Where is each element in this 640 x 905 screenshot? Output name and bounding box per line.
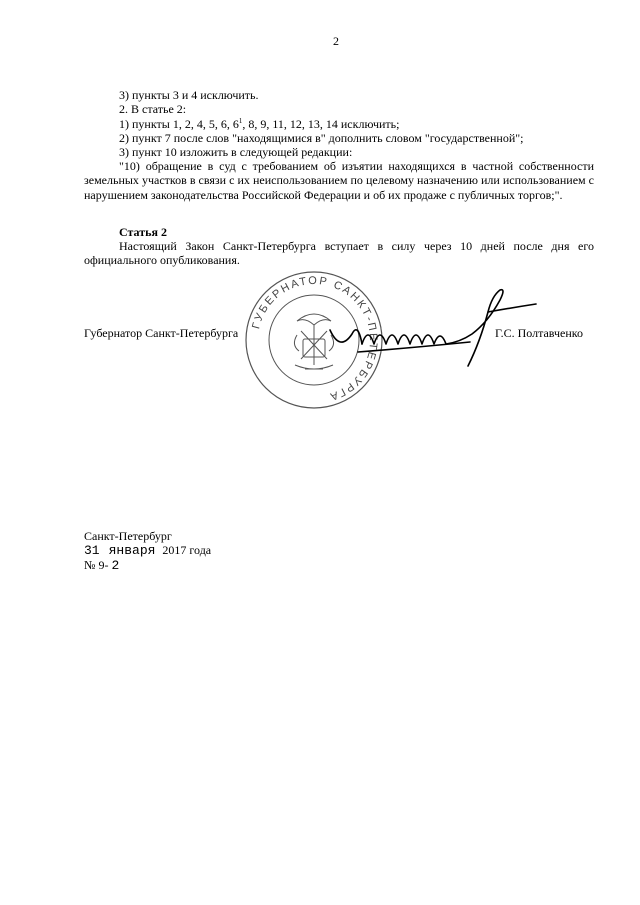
date-year: 2017 года [162,543,212,557]
list-item: 2. В статье 2: [119,102,187,116]
list-item: 2) пункт 7 после слов "находящимися в" дополнить словом "государственной"; [119,131,524,145]
page-number: 2 [333,34,339,48]
date-month: января [108,543,156,558]
date-day: 31 [84,543,100,558]
list-item: 3) пункт 10 изложить в следующей редакции: [119,145,353,159]
list-item: 3) пункты 3 и 4 исключить. [119,88,259,102]
signatory-position: Губернатор Санкт-Петербурга [84,326,239,340]
list-item: 1) пункты 1, 2, 4, 5, 6, $6^1$, 8, 9, 11, 12, 13, 14 исключить; [119,117,400,131]
signatory-name: Г.С. Полтавченко [495,326,584,340]
article-text: Настоящий Закон Санкт-Петербурга вступает в силу через 10 дней после дня его официального опубликования. [84,239,594,268]
footer-city: Санкт-Петербург [84,529,172,543]
number-value: 2 [111,558,120,573]
footer-date [84,543,211,558]
footer-number: № 9- 2 [84,558,120,573]
superscript: 1 [238,117,243,125]
article-heading: Статья 2 [119,225,167,239]
quote-paragraph: "10) обращение в суд с требованием об изъятии находящихся в частной собственности земельных участков в связи с их неиспользованием по целевому назначению или использованием с нарушением законодательства Российской Федерации и об их продаже с публичных торгов;". [84,159,594,202]
seal-text: ГУБЕРНАТОР САНКТ-ПЕТЕРБУРГА [250,274,380,403]
